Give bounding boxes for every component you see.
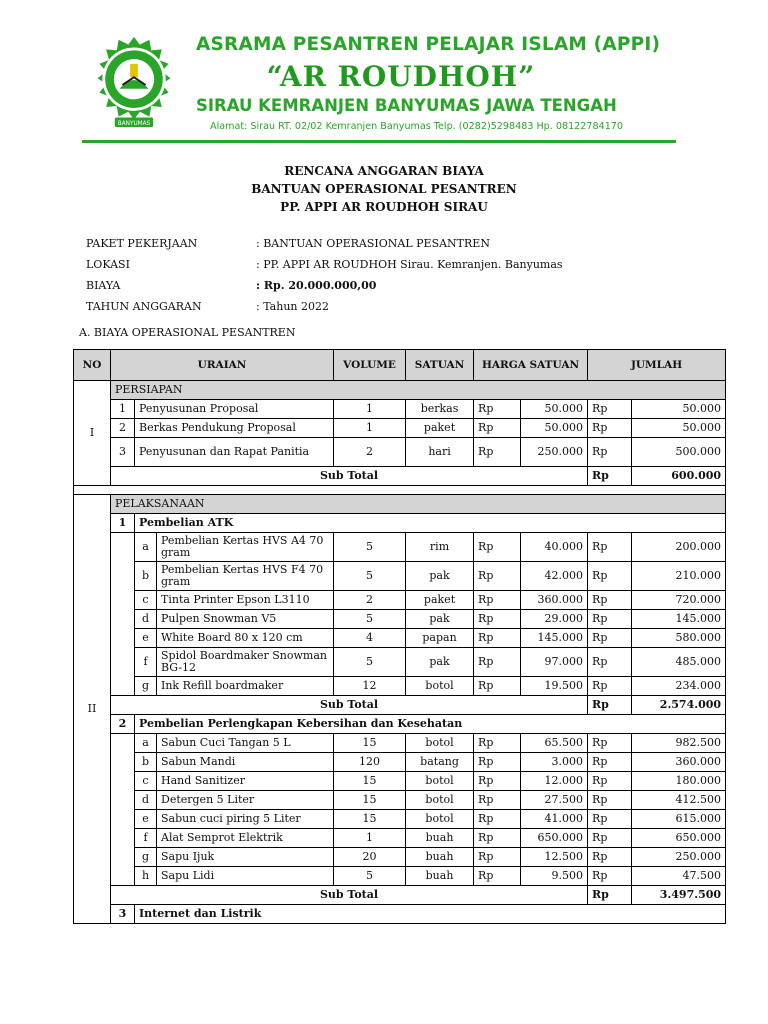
group-title: PERSIAPAN bbox=[111, 381, 726, 400]
cell-satuan: buah bbox=[406, 867, 474, 886]
table-row bbox=[74, 734, 726, 753]
table-row bbox=[74, 753, 726, 772]
group-number: II bbox=[74, 495, 111, 924]
cell-uraian: Sabun cuci piring 5 Liter bbox=[157, 810, 334, 829]
cell-uraian: Sapu Ijuk bbox=[157, 848, 334, 867]
cell-item-letter: e bbox=[135, 810, 157, 829]
cell-item-letter: d bbox=[135, 791, 157, 810]
cell-satuan: paket bbox=[406, 591, 474, 610]
cell-satuan: buah bbox=[406, 848, 474, 867]
cell-volume: 2 bbox=[334, 438, 406, 467]
subgroup-number: 2 bbox=[111, 715, 135, 734]
cell-harga-satuan: 42.000 bbox=[521, 562, 588, 591]
cell-currency: Rp bbox=[588, 610, 632, 629]
cell-volume: 5 bbox=[334, 562, 406, 591]
cell-currency: Rp bbox=[474, 419, 521, 438]
info-value: : PP. APPI AR ROUDHOH Sirau. Kemranjen. Banyumas bbox=[256, 258, 563, 271]
cell-currency: Rp bbox=[588, 400, 632, 419]
cell-currency: Rp bbox=[588, 753, 632, 772]
info-row-paket bbox=[86, 233, 563, 254]
cell-volume: 15 bbox=[334, 772, 406, 791]
subtotal-row bbox=[74, 696, 726, 715]
cell-currency: Rp bbox=[474, 829, 521, 848]
cell-item-letter: a bbox=[135, 533, 157, 562]
cell-harga-satuan: 9.500 bbox=[521, 867, 588, 886]
header-volume: VOLUME bbox=[334, 350, 406, 381]
subgroup-number: 3 bbox=[111, 905, 135, 924]
cell-currency: Rp bbox=[474, 677, 521, 696]
cell-currency: Rp bbox=[588, 829, 632, 848]
info-label: PAKET PEKERJAAN bbox=[86, 237, 198, 250]
cell-volume: 5 bbox=[334, 867, 406, 886]
cell-currency: Rp bbox=[588, 562, 632, 591]
cell-currency: Rp bbox=[588, 438, 632, 467]
cell-currency: Rp bbox=[588, 791, 632, 810]
cell-jumlah: 200.000 bbox=[632, 533, 726, 562]
table-row bbox=[74, 419, 726, 438]
cell-currency: Rp bbox=[474, 810, 521, 829]
cell-uraian: Pembelian Kertas HVS F4 70 gram bbox=[157, 562, 334, 591]
cell-jumlah: 982.500 bbox=[632, 734, 726, 753]
title-line-2: BANTUAN OPERASIONAL PESANTREN bbox=[251, 182, 517, 196]
cell-volume: 4 bbox=[334, 629, 406, 648]
cell-uraian: Penyusunan dan Rapat Panitia bbox=[135, 438, 334, 467]
cell-jumlah: 210.000 bbox=[632, 562, 726, 591]
cell-volume: 15 bbox=[334, 810, 406, 829]
cell-jumlah: 412.500 bbox=[632, 791, 726, 810]
cell-harga-satuan: 41.000 bbox=[521, 810, 588, 829]
cell-jumlah: 580.000 bbox=[632, 629, 726, 648]
subtotal-label: Sub Total bbox=[111, 886, 588, 905]
table-row bbox=[74, 791, 726, 810]
cell-uraian: Hand Sanitizer bbox=[157, 772, 334, 791]
cell-currency: Rp bbox=[588, 677, 632, 696]
cell-harga-satuan: 29.000 bbox=[521, 610, 588, 629]
cell-uraian: Pembelian Kertas HVS A4 70 gram bbox=[157, 533, 334, 562]
cell-uraian: Spidol Boardmaker Snowman BG-12 bbox=[157, 648, 334, 677]
cell-volume: 1 bbox=[334, 419, 406, 438]
cell-currency: Rp bbox=[474, 400, 521, 419]
cell-item-letter: b bbox=[135, 562, 157, 591]
table-row bbox=[74, 677, 726, 696]
cell-harga-satuan: 3.000 bbox=[521, 753, 588, 772]
letterhead bbox=[82, 30, 676, 142]
spacer-row bbox=[74, 486, 726, 495]
cell-currency: Rp bbox=[474, 533, 521, 562]
svg-text:BANYUMAS: BANYUMAS bbox=[117, 121, 151, 128]
subgroup-indent bbox=[111, 734, 135, 886]
cell-harga-satuan: 250.000 bbox=[521, 438, 588, 467]
subgroup-number: 1 bbox=[111, 514, 135, 533]
cell-satuan: pak bbox=[406, 648, 474, 677]
cell-harga-satuan: 360.000 bbox=[521, 591, 588, 610]
info-value: : Rp. 20.000.000,00 bbox=[256, 279, 377, 292]
info-row-biaya bbox=[86, 275, 563, 296]
cell-currency: Rp bbox=[474, 734, 521, 753]
cell-currency: Rp bbox=[588, 648, 632, 677]
cell-item-no: 2 bbox=[111, 419, 135, 438]
info-row-tahun bbox=[86, 296, 563, 317]
header-uraian: URAIAN bbox=[111, 350, 334, 381]
cell-volume: 1 bbox=[334, 400, 406, 419]
cell-currency: Rp bbox=[588, 772, 632, 791]
cell-satuan: papan bbox=[406, 629, 474, 648]
cell-currency: Rp bbox=[588, 629, 632, 648]
cell-currency: Rp bbox=[474, 591, 521, 610]
info-row-lokasi bbox=[86, 254, 563, 275]
pesantren-logo bbox=[86, 35, 182, 131]
table-row bbox=[74, 610, 726, 629]
letterhead-pesantren-name: “AR ROUDHOH” bbox=[266, 60, 536, 93]
cell-uraian: Penyusunan Proposal bbox=[135, 400, 334, 419]
cell-jumlah: 50.000 bbox=[632, 419, 726, 438]
subgroup-title: Pembelian Perlengkapan Kebersihan dan Kesehatan bbox=[135, 715, 726, 734]
cell-harga-satuan: 19.500 bbox=[521, 677, 588, 696]
table-row bbox=[74, 438, 726, 467]
info-value: : BANTUAN OPERASIONAL PESANTREN bbox=[256, 237, 490, 250]
cell-item-letter: e bbox=[135, 629, 157, 648]
cell-item-letter: f bbox=[135, 829, 157, 848]
cell-uraian: Berkas Pendukung Proposal bbox=[135, 419, 334, 438]
subtotal-value: 3.497.500 bbox=[632, 886, 726, 905]
cell-harga-satuan: 12.500 bbox=[521, 848, 588, 867]
cell-item-letter: c bbox=[135, 772, 157, 791]
cell-uraian: Detergen 5 Liter bbox=[157, 791, 334, 810]
table-row bbox=[74, 648, 726, 677]
cell-satuan: rim bbox=[406, 533, 474, 562]
table-header-row bbox=[74, 350, 726, 381]
cell-satuan: batang bbox=[406, 753, 474, 772]
project-info bbox=[86, 233, 563, 317]
cell-currency: Rp bbox=[474, 648, 521, 677]
cell-volume: 20 bbox=[334, 848, 406, 867]
table-row bbox=[74, 562, 726, 591]
table-row bbox=[74, 400, 726, 419]
cell-item-no: 3 bbox=[111, 438, 135, 467]
cell-uraian: White Board 80 x 120 cm bbox=[157, 629, 334, 648]
cell-harga-satuan: 97.000 bbox=[521, 648, 588, 677]
title-line-1: RENCANA ANGGARAN BIAYA bbox=[284, 164, 484, 178]
table-row bbox=[74, 867, 726, 886]
cell-currency: Rp bbox=[588, 533, 632, 562]
cell-jumlah: 234.000 bbox=[632, 677, 726, 696]
cell-currency: Rp bbox=[474, 753, 521, 772]
cell-uraian: Ink Refill boardmaker bbox=[157, 677, 334, 696]
cell-jumlah: 180.000 bbox=[632, 772, 726, 791]
cell-volume: 5 bbox=[334, 533, 406, 562]
subgroup-title: Internet dan Listrik bbox=[135, 905, 726, 924]
cell-jumlah: 485.000 bbox=[632, 648, 726, 677]
cell-satuan: pak bbox=[406, 562, 474, 591]
cell-item-letter: c bbox=[135, 591, 157, 610]
cell-currency: Rp bbox=[474, 867, 521, 886]
cell-jumlah: 47.500 bbox=[632, 867, 726, 886]
cell-harga-satuan: 50.000 bbox=[521, 419, 588, 438]
spacer-cell bbox=[74, 486, 726, 495]
subgroup-title-row bbox=[74, 905, 726, 924]
cell-currency: Rp bbox=[474, 772, 521, 791]
letterhead-location: SIRAU KEMRANJEN BANYUMAS JAWA TENGAH bbox=[196, 96, 617, 115]
section-title: A. BIAYA OPERASIONAL PESANTREN bbox=[79, 326, 296, 339]
subtotal-row bbox=[74, 467, 726, 486]
cell-satuan: paket bbox=[406, 419, 474, 438]
subgroup-title: Pembelian ATK bbox=[135, 514, 726, 533]
cell-currency: Rp bbox=[474, 610, 521, 629]
letterhead-address: Alamat: Sirau RT. 02/02 Kemranjen Banyumas Telp. (0282)5298483 Hp. 08122784170 bbox=[210, 121, 624, 132]
cell-harga-satuan: 40.000 bbox=[521, 533, 588, 562]
header-harga-satuan: HARGA SATUAN bbox=[474, 350, 588, 381]
cell-item-letter: g bbox=[135, 848, 157, 867]
budget-table bbox=[73, 349, 726, 924]
subtotal-label: Sub Total bbox=[111, 696, 588, 715]
subgroup-indent bbox=[111, 533, 135, 696]
cell-satuan: berkas bbox=[406, 400, 474, 419]
cell-jumlah: 145.000 bbox=[632, 610, 726, 629]
letterhead-divider bbox=[82, 140, 676, 143]
cell-jumlah: 500.000 bbox=[632, 438, 726, 467]
cell-uraian: Sabun Cuci Tangan 5 L bbox=[157, 734, 334, 753]
cell-item-no: 1 bbox=[111, 400, 135, 419]
document-title bbox=[0, 162, 768, 216]
cell-volume: 12 bbox=[334, 677, 406, 696]
cell-harga-satuan: 65.500 bbox=[521, 734, 588, 753]
cell-satuan: buah bbox=[406, 829, 474, 848]
subtotal-value: 600.000 bbox=[632, 467, 726, 486]
cell-volume: 1 bbox=[334, 829, 406, 848]
cell-item-letter: h bbox=[135, 867, 157, 886]
subtotal-currency: Rp bbox=[588, 886, 632, 905]
group-title: PELAKSANAAN bbox=[111, 495, 726, 514]
cell-uraian: Alat Semprot Elektrik bbox=[157, 829, 334, 848]
cell-satuan: hari bbox=[406, 438, 474, 467]
cell-uraian: Tinta Printer Epson L3110 bbox=[157, 591, 334, 610]
cell-harga-satuan: 12.000 bbox=[521, 772, 588, 791]
info-label: TAHUN ANGGARAN bbox=[86, 300, 202, 313]
cell-volume: 120 bbox=[334, 753, 406, 772]
cell-item-letter: d bbox=[135, 610, 157, 629]
cell-currency: Rp bbox=[588, 591, 632, 610]
table-row bbox=[74, 533, 726, 562]
cell-satuan: botol bbox=[406, 791, 474, 810]
cell-satuan: botol bbox=[406, 734, 474, 753]
subgroup-title-row bbox=[74, 514, 726, 533]
table-row bbox=[74, 629, 726, 648]
info-label: LOKASI bbox=[86, 258, 130, 271]
cell-satuan: pak bbox=[406, 610, 474, 629]
header-no: NO bbox=[74, 350, 111, 381]
subtotal-row bbox=[74, 886, 726, 905]
subtotal-currency: Rp bbox=[588, 467, 632, 486]
cell-currency: Rp bbox=[474, 438, 521, 467]
cell-jumlah: 250.000 bbox=[632, 848, 726, 867]
cell-uraian: Sapu Lidi bbox=[157, 867, 334, 886]
cell-jumlah: 650.000 bbox=[632, 829, 726, 848]
cell-harga-satuan: 650.000 bbox=[521, 829, 588, 848]
info-label: BIAYA bbox=[86, 279, 121, 292]
cell-currency: Rp bbox=[588, 734, 632, 753]
budget-table-body bbox=[74, 350, 726, 924]
subtotal-value: 2.574.000 bbox=[632, 696, 726, 715]
cell-jumlah: 360.000 bbox=[632, 753, 726, 772]
cell-currency: Rp bbox=[588, 848, 632, 867]
cell-currency: Rp bbox=[588, 867, 632, 886]
cell-jumlah: 720.000 bbox=[632, 591, 726, 610]
cell-volume: 5 bbox=[334, 610, 406, 629]
cell-satuan: botol bbox=[406, 810, 474, 829]
cell-satuan: botol bbox=[406, 677, 474, 696]
title-line-3: PP. APPI AR ROUDHOH SIRAU bbox=[280, 200, 488, 214]
cell-currency: Rp bbox=[588, 419, 632, 438]
cell-volume: 15 bbox=[334, 734, 406, 753]
cell-harga-satuan: 27.500 bbox=[521, 791, 588, 810]
cell-currency: Rp bbox=[474, 791, 521, 810]
cell-jumlah: 615.000 bbox=[632, 810, 726, 829]
cell-uraian: Pulpen Snowman V5 bbox=[157, 610, 334, 629]
cell-currency: Rp bbox=[474, 562, 521, 591]
group-title-row bbox=[74, 381, 726, 400]
cell-harga-satuan: 145.000 bbox=[521, 629, 588, 648]
table-row bbox=[74, 810, 726, 829]
table-row bbox=[74, 591, 726, 610]
subtotal-label: Sub Total bbox=[111, 467, 588, 486]
table-row bbox=[74, 848, 726, 867]
cell-currency: Rp bbox=[474, 848, 521, 867]
cell-currency: Rp bbox=[588, 810, 632, 829]
info-value: : Tahun 2022 bbox=[256, 300, 329, 313]
subgroup-title-row bbox=[74, 715, 726, 734]
cell-volume: 5 bbox=[334, 648, 406, 677]
table-row bbox=[74, 829, 726, 848]
cell-jumlah: 50.000 bbox=[632, 400, 726, 419]
table-row bbox=[74, 772, 726, 791]
cell-item-letter: a bbox=[135, 734, 157, 753]
group-title-row bbox=[74, 495, 726, 514]
group-number: I bbox=[74, 381, 111, 486]
cell-item-letter: g bbox=[135, 677, 157, 696]
cell-satuan: botol bbox=[406, 772, 474, 791]
cell-volume: 15 bbox=[334, 791, 406, 810]
subtotal-currency: Rp bbox=[588, 696, 632, 715]
cell-item-letter: b bbox=[135, 753, 157, 772]
cell-item-letter: f bbox=[135, 648, 157, 677]
cell-harga-satuan: 50.000 bbox=[521, 400, 588, 419]
header-jumlah: JUMLAH bbox=[588, 350, 726, 381]
cell-uraian: Sabun Mandi bbox=[157, 753, 334, 772]
cell-currency: Rp bbox=[474, 629, 521, 648]
letterhead-org-name: ASRAMA PESANTREN PELAJAR ISLAM (APPI) bbox=[196, 34, 661, 55]
header-satuan: SATUAN bbox=[406, 350, 474, 381]
cell-volume: 2 bbox=[334, 591, 406, 610]
